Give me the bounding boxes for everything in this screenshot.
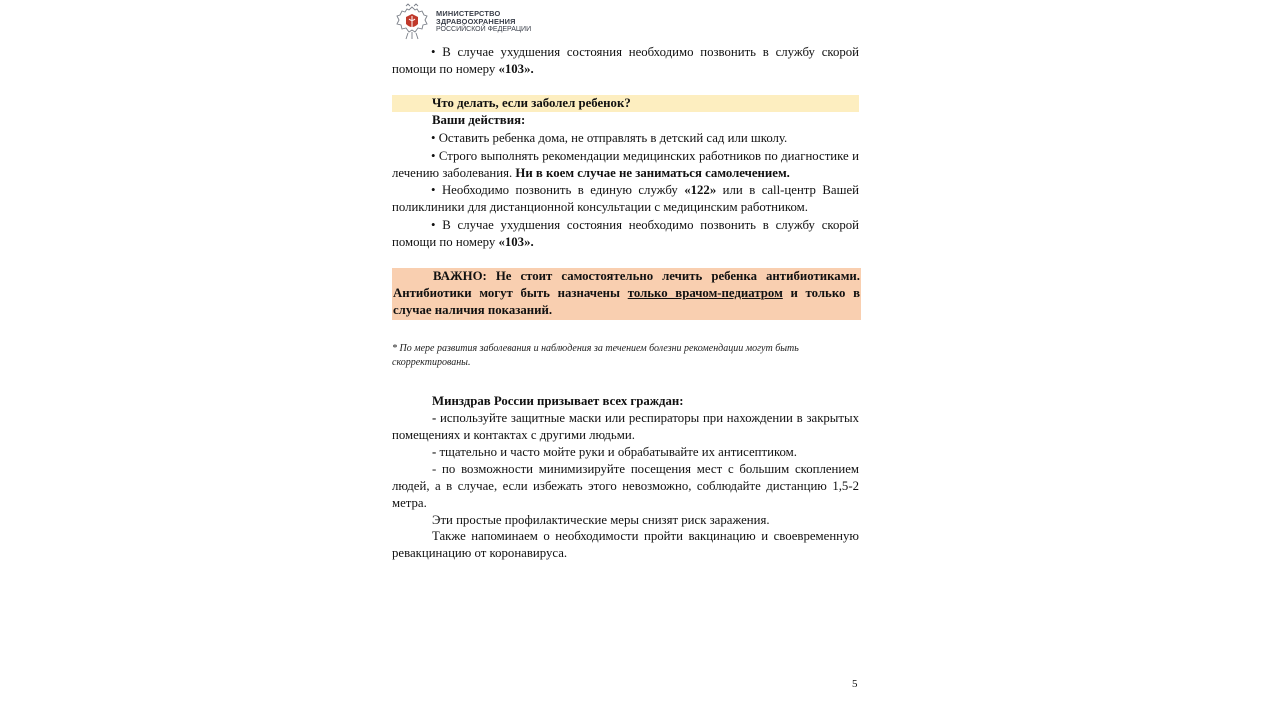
antibiotics-warning: ВАЖНО: Не стоит самостоятельно лечить ребенка антибиотиками. Антибиотики могут быть назначены только врачом-педиатром и только в случае наличия показаний.	[392, 268, 861, 320]
actions-title: Ваши действия:	[432, 113, 526, 127]
bullet-icon: •	[431, 131, 436, 145]
bullet-icon: •	[431, 149, 436, 163]
page-number: 5	[852, 678, 858, 690]
child-bullet-call-122: • Необходимо позвонить в единую службу «122» или в call-центр Вашей поликлиники для дистанционной консультации с медицинским работником.	[392, 183, 859, 214]
appeal-title: Минздрав России призывает всех граждан:	[432, 394, 684, 408]
document-page	[392, 0, 859, 706]
bullet-icon: •	[431, 45, 436, 59]
pediatrician-only-text: только врачом-педиатром	[627, 286, 783, 300]
vaccination-paragraph: Также напоминаем о необходимости пройти вакцинацию и своевременную ревакцинацию от коронавируса.	[392, 529, 859, 560]
footnote: * По мере развития заболевания и наблюдения за течением болезни рекомендации могут быть скорректированы.	[392, 343, 799, 368]
ministry-line-2: ЗДРАВООХРАНЕНИЯ	[436, 17, 516, 26]
bullet-icon: •	[431, 218, 436, 232]
ministry-line-1: МИНИСТЕРСТВО	[436, 9, 501, 18]
appeal-item-distance: - по возможности минимизируйте посещения мест с большим скоплением людей, а в случае, если избежать этого невозможно, соблюдайте дистанцию 1,5-2 метра.	[392, 462, 859, 510]
ministry-header	[394, 3, 531, 41]
prevention-paragraph: Эти простые профилактические меры снизят риск заражения.	[432, 513, 770, 527]
double-headed-eagle-emblem-icon	[394, 3, 430, 41]
ministry-line-3: РОССИЙСКОЙ ФЕДЕРАЦИИ	[436, 26, 532, 33]
child-bullet-call-103: • В случае ухудшения состояния необходимо позвонить в службу скорой помощи по номеру «103».	[392, 218, 860, 249]
ministry-name	[436, 10, 531, 34]
bullet-icon: •	[431, 183, 436, 197]
child-bullet-stay-home: • Оставить ребенка дома, не отправлять в детский сад или школу.	[431, 131, 788, 145]
appeal-item-masks: - используйте защитные маски или респираторы при нахождении в закрытых помещениях и контактах с другими людьми.	[392, 411, 859, 442]
appeal-item-hands: - тщательно и часто мойте руки и обрабатывайте их антисептиком.	[432, 445, 797, 459]
emergency-call-bullet: • В случае ухудшения состояния необходимо позвонить в службу скорой помощи по номеру «103».	[392, 45, 860, 76]
child-bullet-follow-recommendations: • Строго выполнять рекомендации медицинских работников по диагностике и лечению заболевания. Ни в коем случае не заниматься самолечением.	[392, 149, 859, 180]
child-sick-question: Что делать, если заболел ребенок?	[392, 95, 859, 112]
